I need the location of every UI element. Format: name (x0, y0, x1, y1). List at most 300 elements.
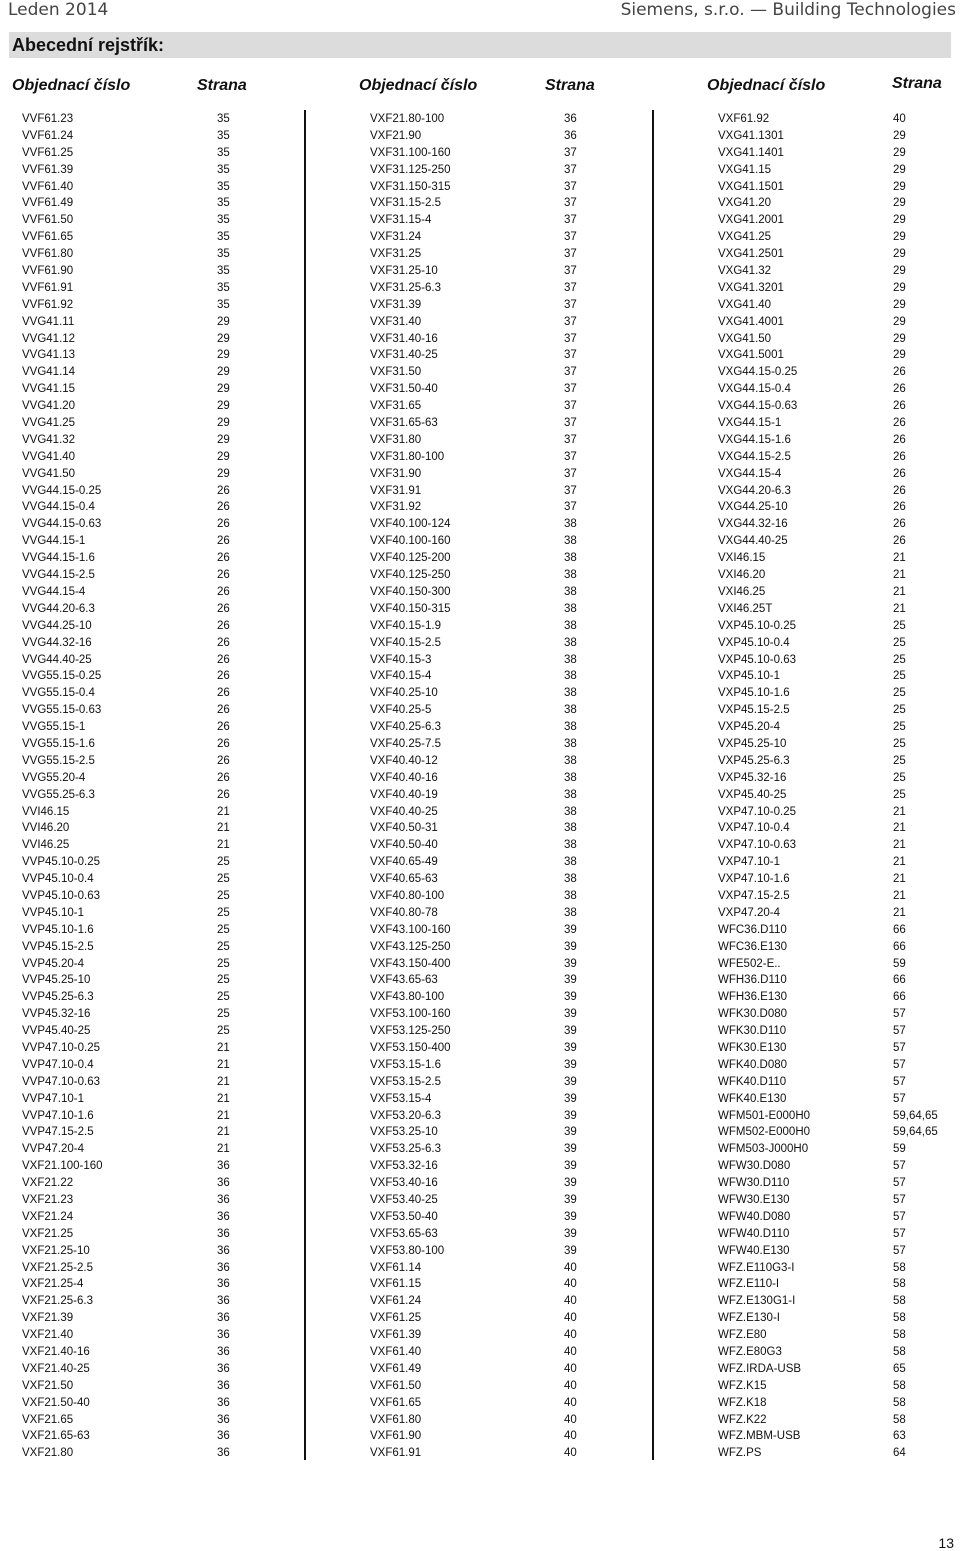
index-row (718, 1395, 958, 1412)
page-reference: 26 (217, 687, 230, 700)
index-row (718, 1091, 958, 1108)
index-row (22, 905, 282, 922)
order-number: VXG41.1501 (718, 180, 784, 193)
order-number: VXF31.40-16 (370, 332, 438, 345)
order-number: VXG44.15-0.25 (718, 366, 798, 379)
order-number: VVG44.15-0.4 (22, 501, 95, 514)
page-reference: 38 (564, 518, 577, 531)
order-number: VXF21.25 (22, 1227, 74, 1240)
order-number: VXP47.10-1 (718, 856, 781, 869)
order-number: VVP47.10-1 (22, 1092, 85, 1105)
page-reference: 35 (217, 129, 230, 142)
index-row (370, 804, 630, 821)
order-number: WFZ.K15 (718, 1379, 767, 1392)
col3-page-header: Strana (892, 75, 942, 92)
order-number: VXF61.65 (370, 1396, 422, 1409)
index-row (22, 432, 282, 449)
page-reference: 39 (564, 1126, 577, 1139)
index-row (718, 331, 958, 348)
index-row (22, 111, 282, 128)
order-number: VXF53.50-40 (370, 1210, 438, 1223)
order-number: VXF61.80 (370, 1413, 422, 1426)
index-row (718, 246, 958, 263)
index-row (22, 837, 282, 854)
index-row (718, 1192, 958, 1209)
index-row (718, 263, 958, 280)
page-reference: 39 (564, 957, 577, 970)
order-number: VVP45.10-0.25 (22, 856, 101, 869)
page-reference: 59 (893, 1143, 906, 1156)
order-number: VXF40.15-1.9 (370, 619, 441, 632)
index-row (22, 1428, 282, 1445)
order-number: WFH36.E130 (718, 991, 788, 1004)
page-reference: 35 (217, 298, 230, 311)
order-number: VXG44.15-2.5 (718, 450, 791, 463)
index-row (370, 550, 630, 567)
page-reference: 58 (893, 1379, 906, 1392)
page-reference: 21 (893, 822, 906, 835)
page-reference: 26 (217, 636, 230, 649)
page-reference: 39 (564, 923, 577, 936)
index-row (22, 1175, 282, 1192)
page-reference: 58 (893, 1261, 906, 1274)
order-number: VVP47.20-4 (22, 1143, 85, 1156)
order-number: VXF31.80-100 (370, 450, 445, 463)
index-row (718, 956, 958, 973)
page-number: 13 (938, 1535, 954, 1551)
order-number: VXG44.15-4 (718, 467, 782, 480)
index-row (370, 212, 630, 229)
index-row (718, 415, 958, 432)
page-reference: 37 (564, 163, 577, 176)
order-number: VXG41.15 (718, 163, 772, 176)
order-number: VXF53.15-4 (370, 1092, 432, 1105)
order-number: VXF21.80-100 (370, 113, 445, 125)
order-number: VXF61.49 (370, 1362, 422, 1375)
index-row (718, 432, 958, 449)
index-row (22, 584, 282, 601)
order-number: WFZ.E130-I (718, 1312, 780, 1325)
order-number: VVF61.39 (22, 163, 74, 176)
index-row (22, 652, 282, 669)
page-reference: 57 (893, 1041, 906, 1054)
index-row (718, 280, 958, 297)
index-row (370, 905, 630, 922)
index-row (718, 364, 958, 381)
index-row (718, 212, 958, 229)
index-row (370, 533, 630, 550)
index-row (718, 1209, 958, 1226)
order-number: VXF61.40 (370, 1346, 422, 1359)
page-reference: 38 (564, 771, 577, 784)
order-number: VXF31.50-40 (370, 383, 438, 396)
index-row (718, 1260, 958, 1277)
page-reference: 29 (893, 315, 906, 328)
order-number: VVF61.91 (22, 281, 74, 294)
order-number: WFM503-J000H0 (718, 1143, 809, 1156)
index-row (22, 516, 282, 533)
page-reference: 36 (217, 1379, 230, 1392)
index-row (718, 972, 958, 989)
index-row (370, 770, 630, 787)
page-reference: 36 (217, 1227, 230, 1240)
order-number: WFZ.K22 (718, 1413, 767, 1426)
index-row (370, 1344, 630, 1361)
index-row (370, 1108, 630, 1125)
page-reference: 26 (217, 704, 230, 717)
page-reference: 39 (564, 974, 577, 987)
index-row (22, 820, 282, 837)
order-number: VVG44.15-2.5 (22, 569, 95, 582)
page-reference: 35 (217, 163, 230, 176)
index-row (370, 1276, 630, 1293)
page-reference: 26 (217, 585, 230, 598)
index-row (370, 736, 630, 753)
title-bar (9, 32, 951, 58)
page-reference: 39 (564, 1210, 577, 1223)
order-number: VXF31.50 (370, 366, 422, 379)
page-reference: 26 (893, 535, 906, 548)
order-number: VVP47.10-0.63 (22, 1075, 101, 1088)
page-reference: 36 (217, 1396, 230, 1409)
page-reference: 21 (893, 805, 906, 818)
index-row (718, 702, 958, 719)
header-date: Leden 2014 (8, 0, 109, 20)
index-row (370, 567, 630, 584)
order-number: WFZ.E110-I (718, 1278, 780, 1291)
page-reference: 35 (217, 197, 230, 210)
index-row (370, 1175, 630, 1192)
order-number: VXF40.80-78 (370, 906, 438, 919)
page-reference: 29 (217, 383, 230, 396)
page-reference: 38 (564, 569, 577, 582)
index-row (370, 1395, 630, 1412)
page-reference: 29 (217, 315, 230, 328)
order-number: VVP47.10-1.6 (22, 1109, 94, 1122)
page-reference: 29 (893, 248, 906, 261)
index-row (22, 702, 282, 719)
order-number: VXF31.100-160 (370, 146, 451, 159)
index-row (370, 652, 630, 669)
order-number: VVF61.25 (22, 146, 74, 159)
page-reference: 58 (893, 1329, 906, 1342)
order-number: VXF21.65-63 (22, 1430, 90, 1443)
index-row (22, 567, 282, 584)
page-reference: 38 (564, 535, 577, 548)
page-reference: 21 (217, 805, 230, 818)
index-row (370, 1057, 630, 1074)
index-row (22, 162, 282, 179)
index-column-3 (718, 111, 958, 1462)
order-number: VXF40.15-4 (370, 670, 432, 683)
index-row (22, 685, 282, 702)
page-reference: 38 (564, 754, 577, 767)
index-row (370, 449, 630, 466)
page-reference: 38 (564, 788, 577, 801)
page-reference: 25 (217, 957, 230, 970)
page-reference: 26 (217, 602, 230, 615)
index-row (22, 229, 282, 246)
column-divider (652, 110, 654, 1460)
order-number: WFW40.D080 (718, 1210, 791, 1223)
page-reference: 37 (564, 467, 577, 480)
order-number: VVP45.20-4 (22, 957, 85, 970)
page-reference: 21 (217, 1092, 230, 1105)
index-row (22, 1124, 282, 1141)
page-reference: 37 (564, 248, 577, 261)
index-row (718, 516, 958, 533)
page-reference: 57 (893, 1008, 906, 1021)
order-number: VXF21.50 (22, 1379, 74, 1392)
page-reference: 40 (564, 1396, 577, 1409)
index-row (22, 1023, 282, 1040)
index-row (718, 871, 958, 888)
index-row (22, 1310, 282, 1327)
order-number: VXF53.100-160 (370, 1008, 451, 1021)
order-number: VVF61.50 (22, 214, 74, 227)
page-reference: 21 (217, 1143, 230, 1156)
page-reference: 21 (893, 585, 906, 598)
order-number: VXP45.40-25 (718, 788, 787, 801)
index-row (22, 398, 282, 415)
index-row (22, 331, 282, 348)
page-reference: 57 (893, 1244, 906, 1257)
page-reference: 36 (217, 1210, 230, 1223)
page-reference: 38 (564, 687, 577, 700)
page-reference: 26 (217, 771, 230, 784)
page-reference: 38 (564, 636, 577, 649)
page-reference: 21 (217, 1058, 230, 1071)
order-number: VXP47.15-2.5 (718, 889, 790, 902)
index-row (370, 381, 630, 398)
page-reference: 26 (217, 721, 230, 734)
order-number: WFK30.D110 (718, 1025, 787, 1038)
index-row (22, 601, 282, 618)
page-reference: 39 (564, 1143, 577, 1156)
order-number: VVG55.15-0.4 (22, 687, 95, 700)
order-number: WFW40.E130 (718, 1244, 790, 1257)
index-row (22, 804, 282, 821)
col1-page-header: Strana (197, 77, 247, 94)
page-reference: 66 (893, 974, 906, 987)
order-number: VXF21.24 (22, 1210, 74, 1223)
index-row (370, 1158, 630, 1175)
index-row (718, 1327, 958, 1344)
index-row (718, 1108, 958, 1125)
order-number: VXF40.40-12 (370, 754, 438, 767)
index-row (370, 888, 630, 905)
index-row (22, 888, 282, 905)
index-row (22, 212, 282, 229)
page-reference: 35 (217, 146, 230, 159)
page-reference: 21 (893, 602, 906, 615)
index-row (718, 770, 958, 787)
order-number: VXF21.23 (22, 1194, 74, 1206)
order-number: VVF61.65 (22, 231, 74, 244)
order-number: VXF53.15-1.6 (370, 1058, 441, 1071)
index-row (22, 145, 282, 162)
index-row (370, 246, 630, 263)
index-column-2 (370, 111, 630, 1462)
index-row (22, 939, 282, 956)
index-row (718, 550, 958, 567)
page-reference: 25 (217, 1008, 230, 1021)
order-number: VVP45.32-16 (22, 1008, 91, 1021)
order-number: WFZ.K18 (718, 1396, 767, 1409)
page-reference: 63 (893, 1430, 906, 1443)
page-reference: 66 (893, 940, 906, 953)
order-number: VVG44.20-6.3 (22, 602, 95, 615)
index-row (22, 415, 282, 432)
page-reference: 58 (893, 1312, 906, 1325)
order-number: VXF31.25 (370, 248, 422, 261)
index-row (370, 584, 630, 601)
index-row (370, 601, 630, 618)
index-row (718, 1412, 958, 1429)
index-row (718, 297, 958, 314)
page-reference: 57 (893, 1210, 906, 1223)
index-row (718, 1040, 958, 1057)
order-number: VXP47.10-0.4 (718, 822, 790, 835)
index-row (718, 787, 958, 804)
order-number: VVI46.15 (22, 805, 70, 818)
page-reference: 57 (893, 1058, 906, 1071)
page-reference: 58 (893, 1295, 906, 1308)
col2-page-header: Strana (545, 77, 595, 94)
order-number: VXI46.15 (718, 552, 766, 565)
page-reference: 39 (564, 1008, 577, 1021)
index-row (370, 854, 630, 871)
order-number: WFZ.MBM-USB (718, 1430, 801, 1443)
order-number: VXF31.92 (370, 501, 422, 514)
index-row (718, 668, 958, 685)
index-row (718, 449, 958, 466)
page-reference: 26 (893, 400, 906, 413)
order-number: VXF61.15 (370, 1278, 422, 1291)
page-reference: 29 (893, 163, 906, 176)
order-number: VXF53.125-250 (370, 1025, 451, 1038)
index-row (718, 736, 958, 753)
index-row (718, 1074, 958, 1091)
index-row (718, 888, 958, 905)
order-number: VXP45.20-4 (718, 721, 781, 734)
index-row (22, 854, 282, 871)
page-reference: 26 (217, 788, 230, 801)
order-number: WFK40.D080 (718, 1058, 788, 1071)
page-reference: 26 (893, 501, 906, 514)
page-reference: 39 (564, 1160, 577, 1173)
index-row (370, 364, 630, 381)
order-number: VXF40.100-160 (370, 535, 451, 548)
index-row (370, 1074, 630, 1091)
index-row (370, 939, 630, 956)
index-row (718, 854, 958, 871)
order-number: VXF31.80 (370, 433, 422, 446)
page-reference: 57 (893, 1227, 906, 1240)
index-row (718, 1006, 958, 1023)
page-reference: 29 (217, 417, 230, 430)
index-row (22, 1361, 282, 1378)
order-number: VVF61.80 (22, 248, 74, 261)
order-number: VXF61.50 (370, 1379, 422, 1392)
index-row (370, 871, 630, 888)
index-row (370, 1209, 630, 1226)
index-row (718, 483, 958, 500)
page-reference: 36 (217, 1160, 230, 1173)
order-number: VVG41.20 (22, 400, 76, 413)
order-number: VXF40.25-6.3 (370, 721, 441, 734)
index-row (370, 263, 630, 280)
page-reference: 26 (893, 383, 906, 396)
order-number: WFZ.E110G3-I (718, 1261, 795, 1274)
index-row (718, 1023, 958, 1040)
page-reference: 21 (893, 569, 906, 582)
order-number: VXP47.20-4 (718, 906, 781, 919)
order-number: VXG44.20-6.3 (718, 484, 791, 497)
order-number: VXP47.10-0.63 (718, 839, 797, 852)
page-reference: 29 (217, 433, 230, 446)
index-row (370, 314, 630, 331)
page-reference: 40 (564, 1261, 577, 1274)
page-reference: 57 (893, 1025, 906, 1038)
index-row (370, 787, 630, 804)
page-reference: 58 (893, 1413, 906, 1426)
order-number: VXF43.65-63 (370, 974, 438, 987)
page-reference: 29 (893, 197, 906, 210)
page-reference: 37 (564, 315, 577, 328)
order-number: VXP47.10-0.25 (718, 805, 797, 818)
order-number: VVG41.40 (22, 450, 76, 463)
index-row (718, 1310, 958, 1327)
page-reference: 35 (217, 281, 230, 294)
page-reference: 26 (217, 535, 230, 548)
page-reference: 26 (217, 737, 230, 750)
order-number: VXF53.25-6.3 (370, 1143, 441, 1156)
order-number: VXF40.40-16 (370, 771, 438, 784)
order-number: VXF31.25-10 (370, 265, 438, 278)
index-row (370, 229, 630, 246)
index-row (718, 1344, 958, 1361)
order-number: VXF21.25-2.5 (22, 1261, 93, 1274)
order-number: VXF40.65-49 (370, 856, 438, 869)
order-number: VXF53.40-16 (370, 1177, 438, 1190)
page-reference: 38 (564, 670, 577, 683)
index-row (370, 466, 630, 483)
order-number: VXG41.40 (718, 298, 772, 311)
page-reference: 25 (217, 1025, 230, 1038)
page-reference: 57 (893, 1194, 906, 1206)
order-number: VVP45.10-0.63 (22, 889, 101, 902)
order-number: VXF53.15-2.5 (370, 1075, 441, 1088)
index-column-1 (22, 111, 282, 1462)
index-row (718, 922, 958, 939)
order-number: VXF21.25-10 (22, 1244, 90, 1257)
page-reference: 26 (893, 467, 906, 480)
order-number: VVF61.90 (22, 265, 74, 278)
order-number: VVP45.15-2.5 (22, 940, 94, 953)
index-row (718, 195, 958, 212)
index-row (22, 1057, 282, 1074)
index-row (718, 939, 958, 956)
index-row (370, 1293, 630, 1310)
page-reference: 39 (564, 1109, 577, 1122)
order-number: VVG41.11 (22, 315, 75, 328)
page-reference: 29 (893, 180, 906, 193)
index-row (370, 331, 630, 348)
order-number: VVG55.15-0.25 (22, 670, 102, 683)
page-reference: 38 (564, 839, 577, 852)
page-reference: 37 (564, 180, 577, 193)
